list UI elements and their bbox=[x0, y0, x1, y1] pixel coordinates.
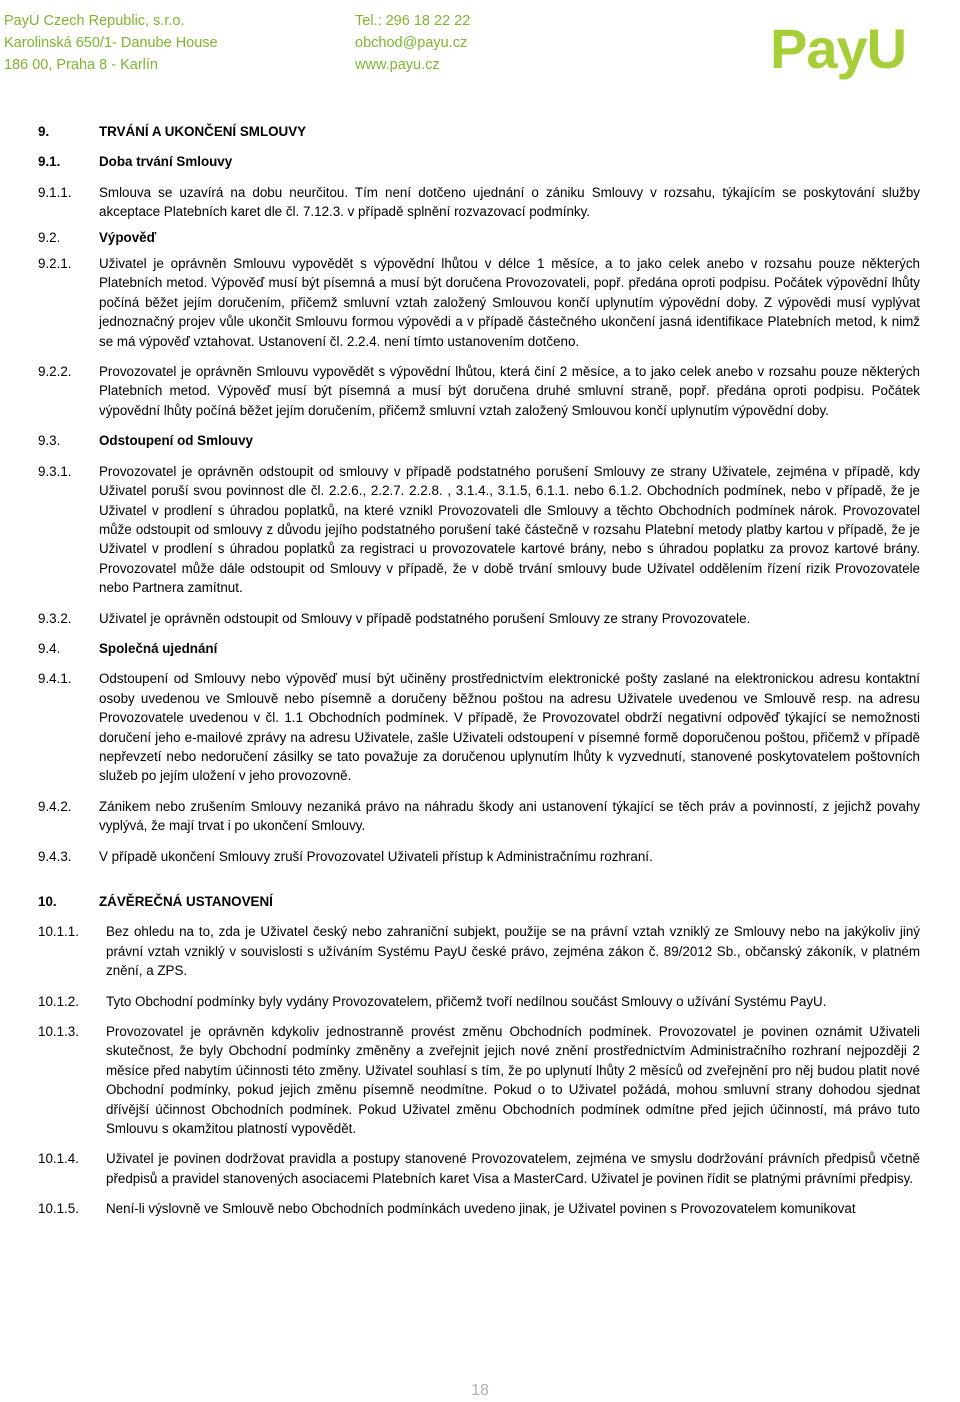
clause-text: Uživatel je povinen dodržovat pravidla a postupy stanovené Provozovatelem, zejména ve smyslu dodržování právních předpisů včetně předpisů a pravidel stanovených asociacemi Platebních karet Visa a MasterCard. Uživatel je povinen řídit se platnými právními předpisy. bbox=[106, 1151, 920, 1186]
clause-number: 9.3.1. bbox=[38, 463, 72, 479]
clause-text: Není-li výslovně ve Smlouvě nebo Obchodních podmínkách uvedeno jinak, je Uživatel povinen s Provozovatelem komunikovat bbox=[106, 1201, 856, 1217]
section-number: 9.3. bbox=[38, 433, 61, 449]
clause-9-3-1 bbox=[38, 462, 920, 598]
clause-number: 10.1.3. bbox=[38, 1024, 79, 1040]
clause-number: 9.4.3. bbox=[38, 848, 72, 864]
section-title: ZÁVĚREČNÁ USTANOVENÍ bbox=[99, 894, 273, 909]
clause-9-2-2 bbox=[38, 362, 920, 420]
clause-text: V případě ukončení Smlouvy zruší Provozovatel Uživateli přístup k Administračnímu rozhraní. bbox=[99, 848, 653, 864]
section-title: Výpověď bbox=[99, 229, 157, 245]
clause-text: Bez ohledu na to, zda je Uživatel český nebo zahraniční subjekt, použije se na právní vztah vzniklý ze Smlouvy nebo na jakýkoliv jiný právní vztah vzniklý v souvislosti s užíváním Systému PayU české právo, zejména zákon č. 89/2012 Sb., občanský zákoník, v platném znění, a ZPS. bbox=[106, 924, 920, 979]
contact-phone: Tel.: 296 18 22 22 bbox=[355, 13, 471, 29]
company-city: 186 00, Praha 8 - Karlín bbox=[4, 57, 158, 73]
clause-10-1-3 bbox=[38, 1022, 920, 1138]
subsection-heading-9-1 bbox=[38, 152, 920, 171]
section-title: TRVÁNÍ A UKONČENÍ SMLOUVY bbox=[99, 124, 307, 139]
clause-9-4-2 bbox=[38, 797, 920, 836]
clause-text: Uživatel je oprávněn Smlouvu vypovědět s výpovědní lhůtou v délce 1 měsíce, a to jako celek anebo v rozsahu pouze některých Platebních metod. Výpověď musí být písemná a musí být doručena Provozovateli, popř. předána oproti podpisu. Počátek výpovědní lhůty počíná běžet jejím doručením, přičemž smluvní vztah založený Smlouvou končí uplynutím výpovědní doby. Z výpovědi musí vyplývat jednoznačný projev vůle ukončit Smlouvu formou výpovědi a v případě částečného ukončení jasná identifikace Platebních metod, k nimž se má výpověď vztahovat. Ustanovení čl. 2.2.4. není tímto ustanovením dotčeno. bbox=[99, 256, 920, 349]
company-contact bbox=[355, 10, 470, 76]
clause-text: Uživatel je oprávněn odstoupit od Smlouvy v případě podstatného porušení Smlouvy ze strany Provozovatele. bbox=[99, 610, 751, 626]
subsection-heading-9-3 bbox=[38, 431, 920, 450]
section-number: 9.2. bbox=[38, 229, 61, 245]
clause-number: 9.4.2. bbox=[38, 798, 72, 814]
subsection-heading-9-4 bbox=[38, 639, 920, 658]
payu-logo bbox=[770, 18, 948, 80]
section-heading-9 bbox=[38, 122, 920, 141]
clause-number: 9.4.1. bbox=[38, 671, 72, 687]
section-number: 9. bbox=[38, 124, 50, 139]
contact-web: www.payu.cz bbox=[355, 57, 440, 73]
clause-10-1-4 bbox=[38, 1149, 920, 1188]
clause-number: 9.3.2. bbox=[38, 610, 72, 626]
section-number: 9.4. bbox=[38, 640, 61, 656]
letterhead bbox=[0, 0, 960, 92]
clause-9-2-1 bbox=[38, 254, 920, 351]
section-title: Společná ujednání bbox=[99, 640, 218, 656]
section-number: 10. bbox=[38, 894, 57, 909]
clause-number: 9.2.1. bbox=[38, 256, 72, 272]
clause-text: Smlouva se uzavírá na dobu neurčitou. Tím není dotčeno ujednání o zániku Smlouvy v rozsahu, týkajícím se poskytování služby akceptace Platebních karet dle čl. 7.12.3. v případě splnění rozvazovací podmínky. bbox=[99, 184, 920, 220]
clause-10-1-5 bbox=[38, 1199, 920, 1218]
clause-number: 10.1.4. bbox=[38, 1151, 79, 1167]
clause-number: 10.1.1. bbox=[38, 924, 79, 940]
section-number: 9.1. bbox=[38, 154, 61, 170]
clause-number: 10.1.5. bbox=[38, 1201, 79, 1217]
clause-9-4-1 bbox=[38, 669, 920, 785]
section-title: Odstoupení od Smlouvy bbox=[99, 433, 253, 449]
section-title: Doba trvání Smlouvy bbox=[99, 154, 233, 170]
contact-email: obchod@payu.cz bbox=[355, 35, 468, 51]
clause-text: Odstoupení od Smlouvy nebo výpověď musí být učiněny prostřednictvím elektronické pošty zaslané na elektronickou adresu kontaktní osoby uvedenou ve Smlouvě nebo písemně a doručeny běžnou poštou na adresu Uživatele uvedenou ve Smlouvě resp. na adresu Provozovatele uvedenou v čl. 1.1 Obchodních podmínek. V případě, že Provozovatel obdrží negativní odpověď týkající se nemožnosti doručení jeho e-mailové zprávy na adresu Uživatele, zašle Uživateli odstoupení v písemné formě doporučenou poštou, přičemž v případě nepřevzetí nebo nedoručení zásilky se tato považuje za doručenou uplynutím lhůty k vyzvednutí, stanovené poskytovatelem poštovních služeb po jejím uložení v jeho provozovně. bbox=[99, 671, 920, 784]
clause-text: Tyto Obchodní podmínky byly vydány Provozovatelem, přičemž tvoří nedílnou součást Smlouvy o užívání Systému PayU. bbox=[106, 993, 827, 1009]
section-heading-10 bbox=[38, 892, 920, 911]
clause-text: Zánikem nebo zrušením Smlouvy nezaniká právo na náhradu škody ani ustanovení týkající se těch práv a povinností, z jejichž povahy vyplývá, že mají trvat i po ukončení Smlouvy. bbox=[99, 798, 920, 834]
clause-number: 9.2.2. bbox=[38, 364, 72, 380]
page-number: 18 bbox=[471, 1382, 489, 1399]
company-name: PayU Czech Republic, s.r.o. bbox=[4, 13, 185, 29]
clause-text: Provozovatel je oprávněn kdykoliv jednostranně provést změnu Obchodních podmínek. Provozovatel je povinen oznámit Uživateli skutečnost, že byly Obchodní podmínky změněny a zveřejnit jejich nové znění prostřednictvím Administračního rozhraní nejpozději 2 měsíce před nabytím účinnosti této změny. Uživatel souhlasí s tím, že po uplynutí lhůty 2 měsíců od zveřejnění pro něj budou platit nové Obchodní podmínky, pokud jejich změnu písemně neodmítne. Pokud o to Uživatel požádá, mohou smluvní strany dohodou sjednat dřívější účinnost Obchodních podmínek. Pokud Uživatel změnu Obchodních podmínek odmítne před jejich účinností, má právo tuto Smlouvu s okamžitou platností vypovědět. bbox=[106, 1024, 920, 1137]
clause-9-1-1 bbox=[38, 183, 920, 222]
clause-number: 9.1.1. bbox=[38, 184, 72, 200]
subsection-heading-9-2 bbox=[38, 228, 920, 247]
company-street: Karolinská 650/1- Danube House bbox=[4, 35, 218, 51]
clause-10-1-2 bbox=[38, 992, 920, 1011]
clause-text: Provozovatel je oprávněn Smlouvu vypovědět s výpovědní lhůtou, která činí 2 měsíce, a to jako celek anebo v rozsahu pouze některých Platebních metod. Výpověď musí být písemná a musí být doručena druhé smluvní straně, popř. předána oproti podpisu. Počátek výpovědní lhůty počíná běžet jejím doručením, přičemž smluvní vztah založený Smlouvou končí uplynutím výpovědní doby. bbox=[99, 364, 920, 418]
payu-logo-text: PayU bbox=[770, 18, 907, 80]
clause-number: 10.1.2. bbox=[38, 993, 79, 1009]
clause-text: Provozovatel je oprávněn odstoupit od smlouvy v případě podstatného porušení Smlouvy ze strany Uživatele, zejména v případě, kdy Uživatel poruší svou povinnost dle čl. 2.2.6., 2.2.7. 2.2.8. , 3.1.4., 3.1.5, 6.1.1. nebo 6.1.2. Obchodních podmínek, nebo v případě, že je Uživatel v prodlení s úhradou poplatků, na které vznikl Provozovateli dle Smlouvy a těchto Obchodních podmínek nárok. Provozovatel může odstoupit od smlouvy z důvodu jejího podstatného porušení také částečně v rozsahu Platební metody platby kartou v případě, že je Uživatel v prodlení s úhradou poplatků za registraci u provozovatele kartové brány, nebo s úhradou poplatku za provoz kartové brány. Provozovatel může dále odstoupit od Smlouvy v případě, že v době trvání smlouvy bude Uživatel oddělením řízení rizik Provozovatele nebo Partnera zamítnut. bbox=[99, 463, 920, 596]
clause-10-1-1 bbox=[38, 922, 920, 980]
clause-9-4-3 bbox=[38, 847, 920, 866]
company-address bbox=[4, 10, 218, 76]
document-body bbox=[38, 122, 920, 1219]
clause-9-3-2 bbox=[38, 609, 920, 628]
